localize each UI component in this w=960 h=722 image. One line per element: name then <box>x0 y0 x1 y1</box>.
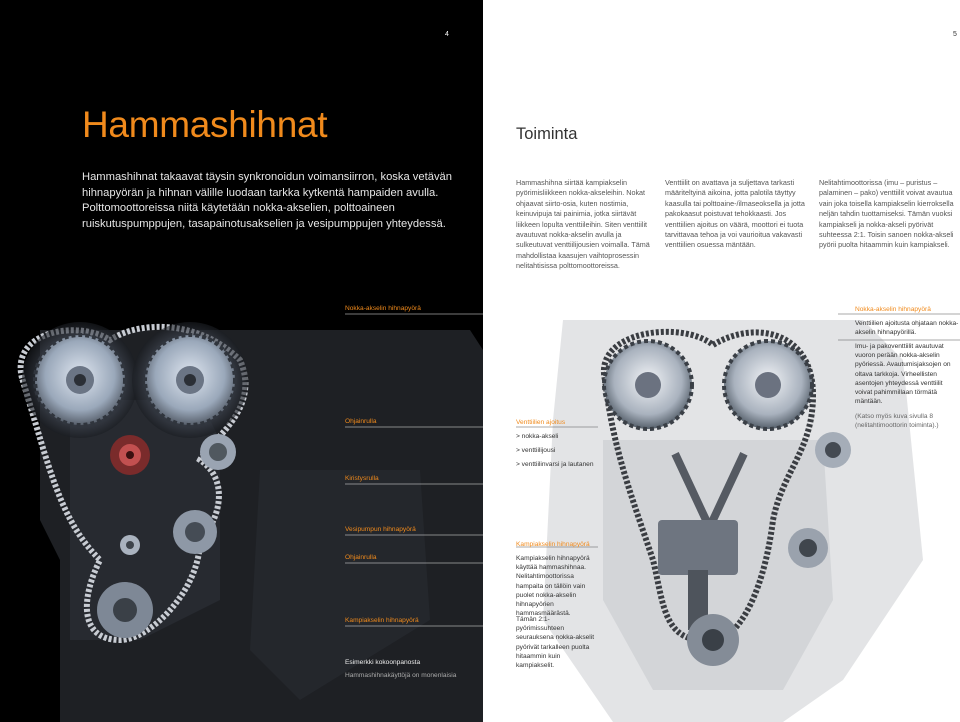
right-camshaft-pulley-1 <box>604 341 692 429</box>
valve-timing-item-2: > venttiilijousi <box>516 447 556 454</box>
label-water-pump: Vesipumpun hihnapyörä <box>345 526 416 533</box>
water-pump-pulley <box>173 510 217 554</box>
tensioner-roller <box>110 435 150 475</box>
camshaft-description: Venttiilien ajoitusta ohjataan nokka-akselin hihnapyörillä. <box>855 320 959 337</box>
example-subtitle: Hammashihnakäyttöjä on monenlaisia <box>345 672 457 679</box>
label-right-crankshaft-pulley: Kampiakselin hihnapyörä <box>516 541 590 548</box>
right-water-pump-pulley <box>788 528 828 568</box>
idler-roller-1 <box>200 434 236 470</box>
valve-timing-item-3: > venttiilinvarsi ja lautanen <box>516 461 594 468</box>
label-tensioner: Kiristysrulla <box>345 475 379 482</box>
section-title: Toiminta <box>516 125 578 143</box>
page-number-left: 4 <box>445 31 449 38</box>
label-idler-1: Ohjainrulla <box>345 418 377 425</box>
text-column-1: Hammashihna siirtää kampiakselin pyörimisliikkeen nokka-akseleihin. Nokat ohjaavat siirto-osia, kuten nostimia, keinuvipuja tai painimia, jotka siirtävät liikkeen lopulta venttiileihin. Siten venttiilit avautuvat nokka-akselin avulla ja sulkeutuvat venttiilijousien voimalla. Tämä mahdollistaa kaasujen vaihtoprosessin nelitahtisissa polttomoottoreissa. <box>516 178 650 271</box>
label-crankshaft-pulley: Kampiakselin hihnapyörä <box>345 617 419 624</box>
right-camshaft-pulley-2 <box>724 341 812 429</box>
page-number-right: 5 <box>953 31 957 38</box>
text-column-2: Venttiilit on avattava ja suljettava tarkasti määriteltyinä aikoina, jotta palotila täyttyy kaasulla tai polttoaine-/ilmaseoksella ja jotta pakokaasut poistuvat tehokkaasti. Jos venttiilien ajoitus on väärä, moottori ei tuota tarvittavaa tehoa ja voi vaurioitua vakavasti venttiilien osuessa mäntään. <box>665 178 805 250</box>
idler-roller-2 <box>120 535 140 555</box>
crankshaft-description: Kampiakselin hihnapyörä käyttää hammashihnaa. Nelitahtimoottorissa hampaita on tällöin vain puolet nokka-akselin hihnapyörien hammasmäärästä. <box>516 555 590 618</box>
right-crankshaft-pulley <box>687 614 739 666</box>
intro-paragraph: Hammashihnat takaavat täysin synkronoidun voimansiirron, koska vetävän hihnapyörän ja hihnan välille luodaan tarkka kytkentä hampaiden avulla. Polttomoottoreissa niitä käytetään nokka-akselien, polttoaineen ruiskutuspumppujen, tasapainotusakselien ja vesipumppujen yhteydessä. <box>82 171 452 231</box>
camshaft-pulley-2 <box>132 322 248 438</box>
valve-timing-item-1: > nokka-akseli <box>516 433 559 440</box>
label-camshaft-pulley: Nokka-akselin hihnapyörä <box>345 305 421 312</box>
crankshaft-pulley <box>97 582 153 638</box>
text-column-3: Nelitahtimoottorissa (imu – puristus – palaminen – pako) venttiilit voivat avautua vain joka toisella kampiakselin kierroksella neljän tahdin tuottamiseksi. Tämän vuoksi kampiakseli ja nokka-akseli pyörivät suhteessa 2:1. Toisin sanoen nokka-akseli pyörii puolta hitaammin kuin kampiakseli. <box>819 178 954 250</box>
right-idler-roller <box>815 432 851 468</box>
example-title: Esimerkki kokoonpanosta <box>345 659 421 666</box>
camshaft-note: (Katso myös kuva sivulla 8 (nelitahtimoottorin toiminta).) <box>855 413 939 430</box>
label-idler-2: Ohjainrulla <box>345 554 377 561</box>
right-page <box>483 0 960 722</box>
crankshaft-ratio-description: Tämän 2:1-pyörimissuhteen seurauksena nokka-akselit pyörivät tarkalleen puolta hitaammin kuin kampiakselit. <box>516 616 595 670</box>
camshaft-valve-description: Imu- ja pakoventtiilit avautuvat vuoron perään nokka-akselin pyöriessä. Avautumisjaksojen on oltava tarkkoja. Virheellisten asentojen yhteydessä venttiilit voivat pahimmillaan törmätä mäntään. <box>855 343 951 406</box>
label-valve-timing: Venttiilien ajoitus <box>516 419 566 426</box>
label-right-camshaft-pulley: Nokka-akselin hihnapyörä <box>855 306 931 313</box>
page-title: Hammashihnat <box>82 104 328 145</box>
camshaft-pulley-1 <box>22 322 138 438</box>
